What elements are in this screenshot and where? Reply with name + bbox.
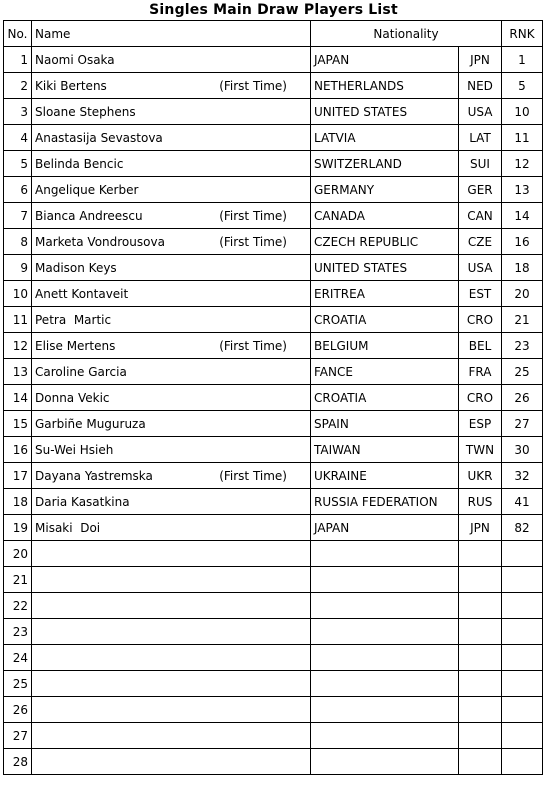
- country-name: [311, 541, 459, 567]
- player-name-wrap: [35, 105, 307, 119]
- country-code: NED: [459, 73, 502, 99]
- player-name: Caroline Garcia: [35, 364, 127, 379]
- table-row: [4, 749, 543, 775]
- player-rank: 30: [502, 437, 543, 463]
- country-name: RUSSIA FEDERATION: [311, 489, 459, 515]
- player-rank: 21: [502, 307, 543, 333]
- country-name: [311, 749, 459, 775]
- header-nationality: Nationality: [311, 21, 502, 47]
- player-rank: 25: [502, 359, 543, 385]
- country-name: GERMANY: [311, 177, 459, 203]
- player-name: Misaki Doi: [35, 520, 101, 535]
- table-row: [4, 333, 543, 359]
- country-code: USA: [459, 255, 502, 281]
- table-row: [4, 99, 543, 125]
- row-number: 23: [4, 619, 32, 645]
- player-rank: 1: [502, 47, 543, 73]
- player-name-wrap: [35, 79, 307, 93]
- player-name: Dayana Yastremska: [35, 468, 153, 483]
- player-name-wrap: [35, 183, 307, 197]
- player-rank: 16: [502, 229, 543, 255]
- table-row: [4, 437, 543, 463]
- row-number: 17: [4, 463, 32, 489]
- player-name-cell: [32, 359, 311, 385]
- player-name-cell: [32, 723, 311, 749]
- country-name: UNITED STATES: [311, 99, 459, 125]
- player-name-cell: [32, 151, 311, 177]
- country-name: [311, 619, 459, 645]
- player-name-wrap: [35, 131, 307, 145]
- player-name: Daria Kasatkina: [35, 494, 130, 509]
- player-name: Marketa Vondrousova: [35, 234, 165, 249]
- country-code: [459, 593, 502, 619]
- player-name-cell: [32, 125, 311, 151]
- country-name: SPAIN: [311, 411, 459, 437]
- country-code: BEL: [459, 333, 502, 359]
- country-code: CRO: [459, 385, 502, 411]
- player-name: Kiki Bertens: [35, 78, 107, 93]
- table-row: [4, 47, 543, 73]
- first-time-note: (First Time): [219, 338, 287, 353]
- first-time-note: (First Time): [219, 234, 287, 249]
- player-name-cell: [32, 203, 311, 229]
- row-number: 16: [4, 437, 32, 463]
- player-name: Madison Keys: [35, 260, 117, 275]
- player-name-cell: [32, 515, 311, 541]
- country-code: [459, 723, 502, 749]
- country-name: [311, 671, 459, 697]
- country-code: RUS: [459, 489, 502, 515]
- table-row: [4, 463, 543, 489]
- player-name: Elise Mertens: [35, 338, 116, 353]
- player-name-wrap: [35, 469, 307, 483]
- player-rank: 18: [502, 255, 543, 281]
- header-name: Name: [32, 21, 311, 47]
- player-name-cell: [32, 567, 311, 593]
- player-name-cell: [32, 645, 311, 671]
- row-number: 13: [4, 359, 32, 385]
- first-time-note: (First Time): [219, 78, 287, 93]
- country-code: CRO: [459, 307, 502, 333]
- player-name-wrap: [35, 495, 307, 509]
- country-code: [459, 749, 502, 775]
- player-name: Garbiñe Muguruza: [35, 416, 146, 431]
- row-number: 26: [4, 697, 32, 723]
- country-code: FRA: [459, 359, 502, 385]
- player-rank: 11: [502, 125, 543, 151]
- player-rank: 82: [502, 515, 543, 541]
- row-number: 18: [4, 489, 32, 515]
- country-name: CANADA: [311, 203, 459, 229]
- header-no: No.: [4, 21, 32, 47]
- player-rank: 32: [502, 463, 543, 489]
- table-row: [4, 307, 543, 333]
- row-number: 6: [4, 177, 32, 203]
- country-code: UKR: [459, 463, 502, 489]
- player-name-wrap: [35, 339, 307, 353]
- player-name: Su-Wei Hsieh: [35, 442, 114, 457]
- country-name: NETHERLANDS: [311, 73, 459, 99]
- player-name-cell: [32, 541, 311, 567]
- country-name: JAPAN: [311, 47, 459, 73]
- players-table-body: [4, 47, 543, 775]
- table-row: [4, 515, 543, 541]
- player-name: Petra Martic: [35, 312, 112, 327]
- country-name: TAIWAN: [311, 437, 459, 463]
- country-code: CZE: [459, 229, 502, 255]
- country-name: UKRAINE: [311, 463, 459, 489]
- row-number: 11: [4, 307, 32, 333]
- country-name: [311, 697, 459, 723]
- first-time-note: (First Time): [219, 468, 287, 483]
- table-row: [4, 593, 543, 619]
- player-name-wrap: [35, 443, 307, 457]
- table-row: [4, 229, 543, 255]
- player-rank: [502, 723, 543, 749]
- country-name: [311, 593, 459, 619]
- table-row: [4, 255, 543, 281]
- player-name-wrap: [35, 287, 307, 301]
- row-number: 8: [4, 229, 32, 255]
- table-row: [4, 411, 543, 437]
- row-number: 3: [4, 99, 32, 125]
- country-name: CROATIA: [311, 307, 459, 333]
- player-name-wrap: [35, 313, 307, 327]
- country-name: CZECH REPUBLIC: [311, 229, 459, 255]
- player-rank: 14: [502, 203, 543, 229]
- country-code: TWN: [459, 437, 502, 463]
- table-row: [4, 619, 543, 645]
- player-rank: 12: [502, 151, 543, 177]
- country-code: [459, 619, 502, 645]
- table-row: [4, 671, 543, 697]
- player-name-cell: [32, 47, 311, 73]
- row-number: 12: [4, 333, 32, 359]
- player-name-wrap: [35, 261, 307, 275]
- row-number: 9: [4, 255, 32, 281]
- table-row: [4, 723, 543, 749]
- row-number: 21: [4, 567, 32, 593]
- player-name-cell: [32, 619, 311, 645]
- country-code: EST: [459, 281, 502, 307]
- player-name: Bianca Andreescu: [35, 208, 143, 223]
- player-rank: 23: [502, 333, 543, 359]
- country-code: JPN: [459, 47, 502, 73]
- page-title: Singles Main Draw Players List: [149, 2, 398, 18]
- row-number: 14: [4, 385, 32, 411]
- player-name-cell: [32, 489, 311, 515]
- player-name-cell: [32, 73, 311, 99]
- player-rank: 5: [502, 73, 543, 99]
- player-rank: [502, 749, 543, 775]
- table-row: [4, 385, 543, 411]
- table-row: [4, 177, 543, 203]
- player-rank: 27: [502, 411, 543, 437]
- player-name-cell: [32, 177, 311, 203]
- player-name: Anastasija Sevastova: [35, 130, 163, 145]
- country-code: [459, 671, 502, 697]
- player-rank: 13: [502, 177, 543, 203]
- player-name-wrap: [35, 209, 307, 223]
- country-name: BELGIUM: [311, 333, 459, 359]
- country-code: [459, 697, 502, 723]
- table-header-row: [4, 21, 543, 47]
- player-name-wrap: [35, 391, 307, 405]
- player-rank: [502, 645, 543, 671]
- table-row: [4, 151, 543, 177]
- player-name: Belinda Bencic: [35, 156, 124, 171]
- country-name: FANCE: [311, 359, 459, 385]
- player-name-wrap: [35, 157, 307, 171]
- country-name: [311, 645, 459, 671]
- players-table: [3, 20, 543, 775]
- player-name-cell: [32, 593, 311, 619]
- player-rank: [502, 671, 543, 697]
- table-row: [4, 281, 543, 307]
- row-number: 15: [4, 411, 32, 437]
- table-row: [4, 125, 543, 151]
- player-name-cell: [32, 229, 311, 255]
- player-name-wrap: [35, 521, 307, 535]
- row-number: 20: [4, 541, 32, 567]
- player-rank: 20: [502, 281, 543, 307]
- row-number: 27: [4, 723, 32, 749]
- country-code: [459, 645, 502, 671]
- country-code: JPN: [459, 515, 502, 541]
- player-rank: [502, 619, 543, 645]
- player-name: Sloane Stephens: [35, 104, 136, 119]
- table-row: [4, 73, 543, 99]
- country-code: SUI: [459, 151, 502, 177]
- player-name-wrap: [35, 365, 307, 379]
- player-name: Naomi Osaka: [35, 52, 115, 67]
- country-name: ERITREA: [311, 281, 459, 307]
- player-rank: [502, 593, 543, 619]
- table-row: [4, 567, 543, 593]
- player-name-cell: [32, 385, 311, 411]
- row-number: 19: [4, 515, 32, 541]
- row-number: 4: [4, 125, 32, 151]
- player-rank: [502, 567, 543, 593]
- player-rank: 41: [502, 489, 543, 515]
- player-name-cell: [32, 697, 311, 723]
- row-number: 2: [4, 73, 32, 99]
- country-code: LAT: [459, 125, 502, 151]
- country-name: [311, 567, 459, 593]
- row-number: 24: [4, 645, 32, 671]
- country-name: CROATIA: [311, 385, 459, 411]
- player-rank: [502, 541, 543, 567]
- country-name: JAPAN: [311, 515, 459, 541]
- player-rank: 10: [502, 99, 543, 125]
- row-number: 7: [4, 203, 32, 229]
- player-name-cell: [32, 671, 311, 697]
- player-name: Anett Kontaveit: [35, 286, 129, 301]
- row-number: 22: [4, 593, 32, 619]
- header-rank: RNK: [502, 21, 543, 47]
- table-row: [4, 489, 543, 515]
- table-row: [4, 541, 543, 567]
- table-row: [4, 645, 543, 671]
- row-number: 28: [4, 749, 32, 775]
- row-number: 1: [4, 47, 32, 73]
- country-name: SWITZERLAND: [311, 151, 459, 177]
- player-name-cell: [32, 333, 311, 359]
- player-rank: 26: [502, 385, 543, 411]
- country-code: CAN: [459, 203, 502, 229]
- country-code: USA: [459, 99, 502, 125]
- player-name-wrap: [35, 53, 307, 67]
- table-row: [4, 203, 543, 229]
- player-name-wrap: [35, 235, 307, 249]
- player-name-cell: [32, 411, 311, 437]
- country-code: GER: [459, 177, 502, 203]
- player-rank: [502, 697, 543, 723]
- first-time-note: (First Time): [219, 208, 287, 223]
- player-name: Angelique Kerber: [35, 182, 139, 197]
- player-name-cell: [32, 99, 311, 125]
- table-row: [4, 359, 543, 385]
- player-name: Donna Vekic: [35, 390, 110, 405]
- country-code: ESP: [459, 411, 502, 437]
- country-name: UNITED STATES: [311, 255, 459, 281]
- player-name-cell: [32, 307, 311, 333]
- table-row: [4, 697, 543, 723]
- row-number: 10: [4, 281, 32, 307]
- player-name-wrap: [35, 417, 307, 431]
- country-name: LATVIA: [311, 125, 459, 151]
- player-name-cell: [32, 255, 311, 281]
- player-name-cell: [32, 281, 311, 307]
- country-name: [311, 723, 459, 749]
- row-number: 5: [4, 151, 32, 177]
- player-name-cell: [32, 463, 311, 489]
- player-name-cell: [32, 437, 311, 463]
- player-name-cell: [32, 749, 311, 775]
- country-code: [459, 567, 502, 593]
- country-code: [459, 541, 502, 567]
- row-number: 25: [4, 671, 32, 697]
